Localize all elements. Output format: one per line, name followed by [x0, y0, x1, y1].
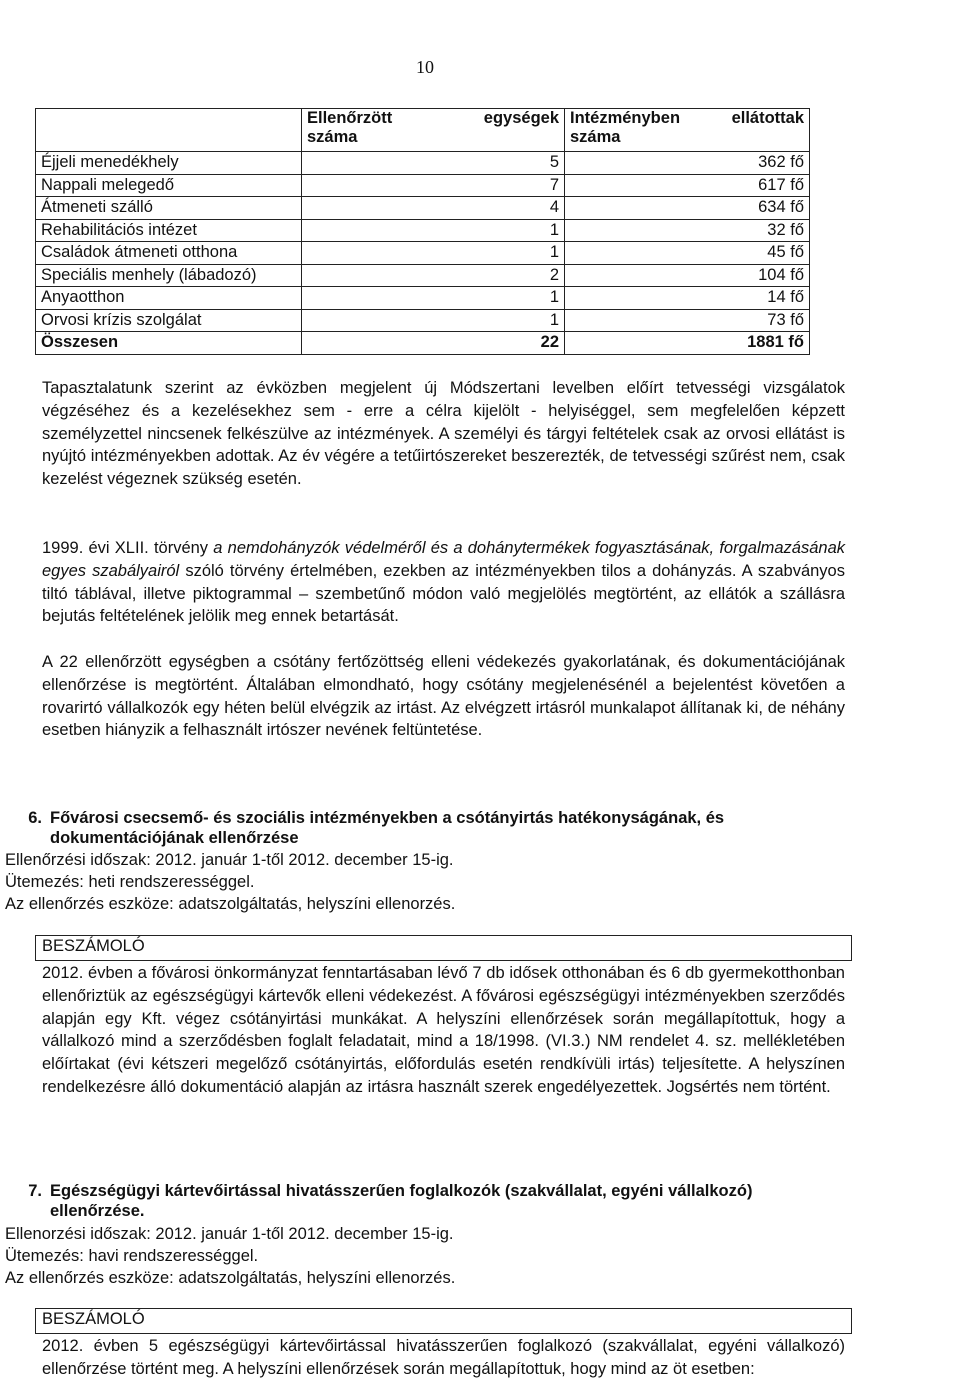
- section-6-report-label: BESZÁMOLÓ: [42, 937, 145, 955]
- section-7-title: [10, 1181, 845, 1221]
- row-units: 5: [302, 152, 565, 175]
- smoking-law-lead: 1999. évi XLII. törvény: [42, 539, 209, 557]
- row-people: 104 fő: [565, 264, 810, 287]
- table-row: [36, 197, 810, 220]
- header-units-line2: száma: [307, 128, 358, 146]
- row-name: Orvosi krízis szolgálat: [36, 309, 302, 332]
- section-7-report-text: 2012. évben 5 egészségügyi kártevőirtással hivatásszerűen foglalkozó (szakvállalat, egyéni vállalkozó) ellenőrzése történt meg. A helyszíni ellenőrzések során megállapítottuk, hogy mind az öt esetben:: [42, 1337, 845, 1378]
- section-7-title-line1: Egészségügyi kártevőirtással hivatásszerűen foglalkozók (szakvállalat, egyéni vállalkozó): [50, 1182, 753, 1200]
- row-name: Anyaotthon: [36, 287, 302, 310]
- table-row: [36, 309, 810, 332]
- section-6-tools: Az ellenőrzés eszköze: adatszolgáltatás, helyszíni ellenorzés.: [5, 895, 456, 913]
- table-row: [36, 152, 810, 175]
- row-units: 1: [302, 219, 565, 242]
- page-number: 10: [416, 57, 434, 77]
- total-name: Összesen: [36, 332, 302, 355]
- header-units-left: Ellenőrzött: [307, 109, 393, 127]
- table-total-row: [36, 332, 810, 355]
- header-people-right: ellátottak: [731, 109, 804, 127]
- row-units: 7: [302, 174, 565, 197]
- row-people: 634 fő: [565, 197, 810, 220]
- row-name: Nappali melegedő: [36, 174, 302, 197]
- row-people: 45 fő: [565, 242, 810, 265]
- row-people: 32 fő: [565, 219, 810, 242]
- section-6-title-line2: dokumentációjának ellenőrzése: [50, 829, 299, 847]
- row-units: 4: [302, 197, 565, 220]
- row-people: 362 fő: [565, 152, 810, 175]
- section-7-tools: Az ellenőrzés eszköze: adatszolgáltatás, helyszíni ellenorzés.: [5, 1269, 456, 1287]
- section-7-report-box: [35, 1308, 852, 1334]
- table-row: [36, 242, 810, 265]
- section-6-period: Ellenőrzési időszak: 2012. január 1-től 2012. december 15-ig.: [5, 851, 454, 869]
- row-units: 1: [302, 287, 565, 310]
- table-row: [36, 287, 810, 310]
- row-name: Speciális menhely (lábadozó): [36, 264, 302, 287]
- header-blank-cell: [36, 109, 302, 152]
- section-7-period: Ellenorzési időszak: 2012. január 1-től 2012. december 15-ig.: [5, 1225, 454, 1243]
- row-units: 1: [302, 242, 565, 265]
- row-name: Éjjeli menedékhely: [36, 152, 302, 175]
- row-name: Családok átmeneti otthona: [36, 242, 302, 265]
- row-name: Rehabilitációs intézet: [36, 219, 302, 242]
- table-header-row: [36, 109, 810, 152]
- table-row: [36, 219, 810, 242]
- section-6-title-line1: Fővárosi csecsemő- és szociális intézményekben a csótányirtás hatékonyságának, és: [50, 809, 725, 827]
- total-people: 1881 fő: [565, 332, 810, 355]
- header-people-left: Intézményben: [570, 109, 681, 127]
- header-people: [565, 109, 810, 152]
- row-name: Átmeneti szálló: [36, 197, 302, 220]
- paragraph-cockroach-control: A 22 ellenőrzött egységben a csótány fertőzöttség elleni védekezés gyakorlatának, és dokumentációjának ellenőrzése is megtörtént. Általában elmondható, hogy csótány megjelenésénél a bejelentést követően a rovarirtó vállalkozók egy héten belül elvégzik az irtást. Az elvégzett irtásról munkalapot állítanak ki, de néhány esetben hiányzik a felhasznált irtószer nevének feltüntetése.: [42, 653, 845, 740]
- section-7-number: 7.: [28, 1182, 42, 1200]
- header-units: [302, 109, 565, 152]
- row-people: 14 fő: [565, 287, 810, 310]
- section-6-report-text: 2012. évben a fővárosi önkormányzat fenntartásaban lévő 7 db idősek otthonában és 6 db gyermekotthonban ellenőriztük az egészségügyi kártevők elleni védekezést. A fővárosi egészségügyi intézményekben szerződés alapján egy Kft. végez csótányirtási munkákat. A helyszíni ellenőrzések során megállapítottuk, hogy a vállalkozó mind a szerződésben foglalt feladatait, mind a 18/1998. (VI.3.) NM rendelet 4. sz. mellékletében előírtakat (évi kétszeri megelőző csótányirtás, előfordulás esetén rendkívüli irtás) teljesítette. A helyszínen rendelkezésre álló dokumentáció alapján az irtásra használt szerek engedélyezettek. Jogsértés nem történt.: [42, 964, 845, 1096]
- total-units: 22: [302, 332, 565, 355]
- header-units-right: egységek: [483, 109, 559, 127]
- header-people-line2: száma: [570, 128, 621, 146]
- row-people: 617 fő: [565, 174, 810, 197]
- row-units: 1: [302, 309, 565, 332]
- table-row: [36, 174, 810, 197]
- section-6-number: 6.: [28, 809, 42, 827]
- statistics-table: [35, 108, 810, 355]
- row-units: 2: [302, 264, 565, 287]
- paragraph-smoking-law: [42, 537, 845, 628]
- section-7-report-label: BESZÁMOLÓ: [42, 1310, 145, 1328]
- section-6-title: [10, 808, 845, 848]
- smoking-law-rest: szóló törvény értelmében, ezekben az intézményekben tilos a dohányzás. A szabványos tiltó táblával, illetve piktogrammal – szembetűnő módon való megjelölés megtörtént, az ellátók a szállásra bejutás feltételének jelölik meg ennek betartását.: [42, 561, 845, 626]
- section-6-report-box: [35, 935, 852, 961]
- row-people: 73 fő: [565, 309, 810, 332]
- section-7-title-line2: ellenőrzése.: [50, 1202, 145, 1220]
- section-6-schedule: Ütemezés: heti rendszerességgel.: [5, 873, 255, 891]
- section-7-schedule: Ütemezés: havi rendszerességgel.: [5, 1247, 259, 1265]
- smoking-law-title: a nemdohányzók védelméről és a dohánytermékek fogyasztásának, forgalmazásának egyes szabályairól: [42, 539, 846, 580]
- table-row: [36, 264, 810, 287]
- paragraph-lice-findings: Tapasztalatunk szerint az évközben megjelent új Módszertani levelben előírt tetvességi vizsgálatok végzéséhez és a kezelésekhez sem - erre a célra kijelölt - helyiséggel, sem megfelelően képzett személyzettel nincsenek felkészülve az intézmények. A személyi és tárgyi feltételek csak az orvosi ellátást is nyújtó intézményekben adottak. Az év végére a tetűirtószereket beszerezték, de tetvességi szűrést nem, csak kezelést végeznek szükség esetén.: [42, 379, 845, 489]
